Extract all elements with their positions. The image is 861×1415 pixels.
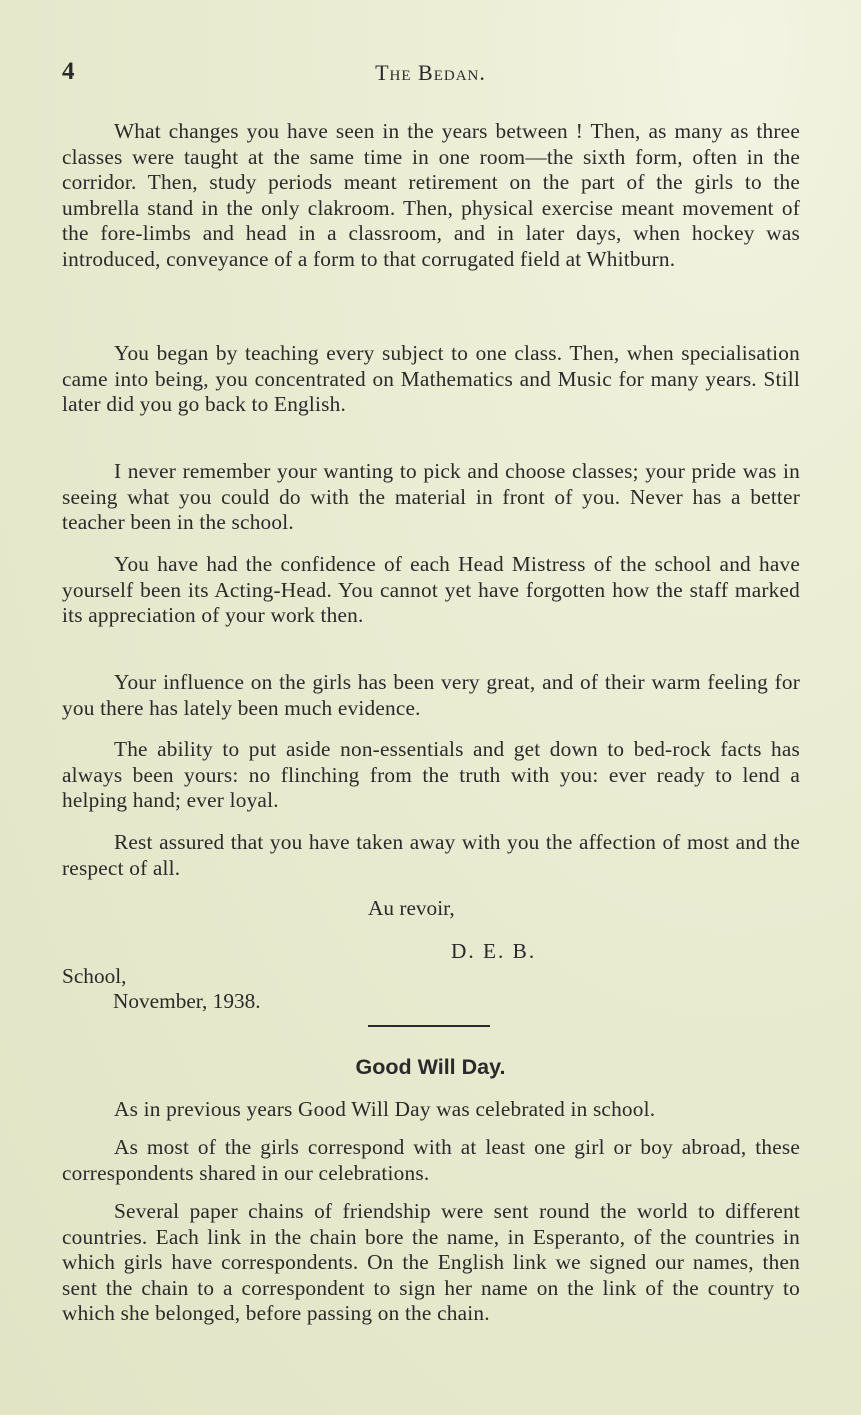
letter-paragraph: The ability to put aside non-essentials and get down to bed-rock facts has always been yours: no flinching from the truth with you: ever ready to lend a helping hand; ever loyal. (62, 737, 800, 813)
letter-date: November, 1938. (113, 989, 261, 1013)
page-number: 4 (62, 58, 75, 85)
letter-signature: D. E. B. (451, 939, 537, 963)
letter-paragraph: I never remember your wanting to pick and choose classes; your pride was in seeing what you could do with the material in front of you. Never has a better teacher been in the school. (62, 459, 800, 535)
letter-paragraph: Rest assured that you have taken away with you the affection of most and the respect of all. (62, 830, 800, 880)
letter-paragraph: You began by teaching every subject to one class. Then, when specialisation came into being, you concentrated on Mathematics and Music for many years. Still later did you go back to English. (62, 341, 800, 417)
running-head (62, 58, 799, 90)
letter-paragraph: What changes you have seen in the years between ! Then, as many as three classes were taught at the same time in one room—the sixth form, often in the corridor. Then, study periods meant retirement on the part of the girls to the umbrella stand in the only clakroom. Then, physical exercise meant movement of the fore-limbs and head in a classroom, and in later days, when hockey was introduced, conveyance of a form to that corrugated field at Whitburn. (62, 119, 800, 271)
letter-paragraph: Your influence on the girls has been very great, and of their warm feeling for you there has lately been much evidence. (62, 670, 800, 720)
letter-place: School, (62, 964, 127, 988)
section-paragraph: Several paper chains of friendship were sent round the world to different countries. Each link in the chain bore the name, in Esperanto, of the countries in which girls have correspondents. On the English link we signed our names, then sent the chain to a correspondent to sign her name on the link of the country to which she belonged, before passing on the chain. (62, 1199, 800, 1326)
letter-paragraph: You have had the confidence of each Head Mistress of the school and have yourself been its Acting-Head. You cannot yet have forgotten how the staff marked its appreciation of your work then. (62, 552, 800, 628)
section-heading: Good Will Day. (355, 1055, 506, 1079)
section-paragraph: As in previous years Good Will Day was celebrated in school. (114, 1097, 656, 1121)
journal-title: The Bedan. (375, 60, 486, 85)
section-divider (368, 1025, 490, 1027)
letter-closing: Au revoir, (368, 896, 455, 920)
section-paragraph: As most of the girls correspond with at least one girl or boy abroad, these correspondents shared in our celebrations. (62, 1135, 800, 1185)
